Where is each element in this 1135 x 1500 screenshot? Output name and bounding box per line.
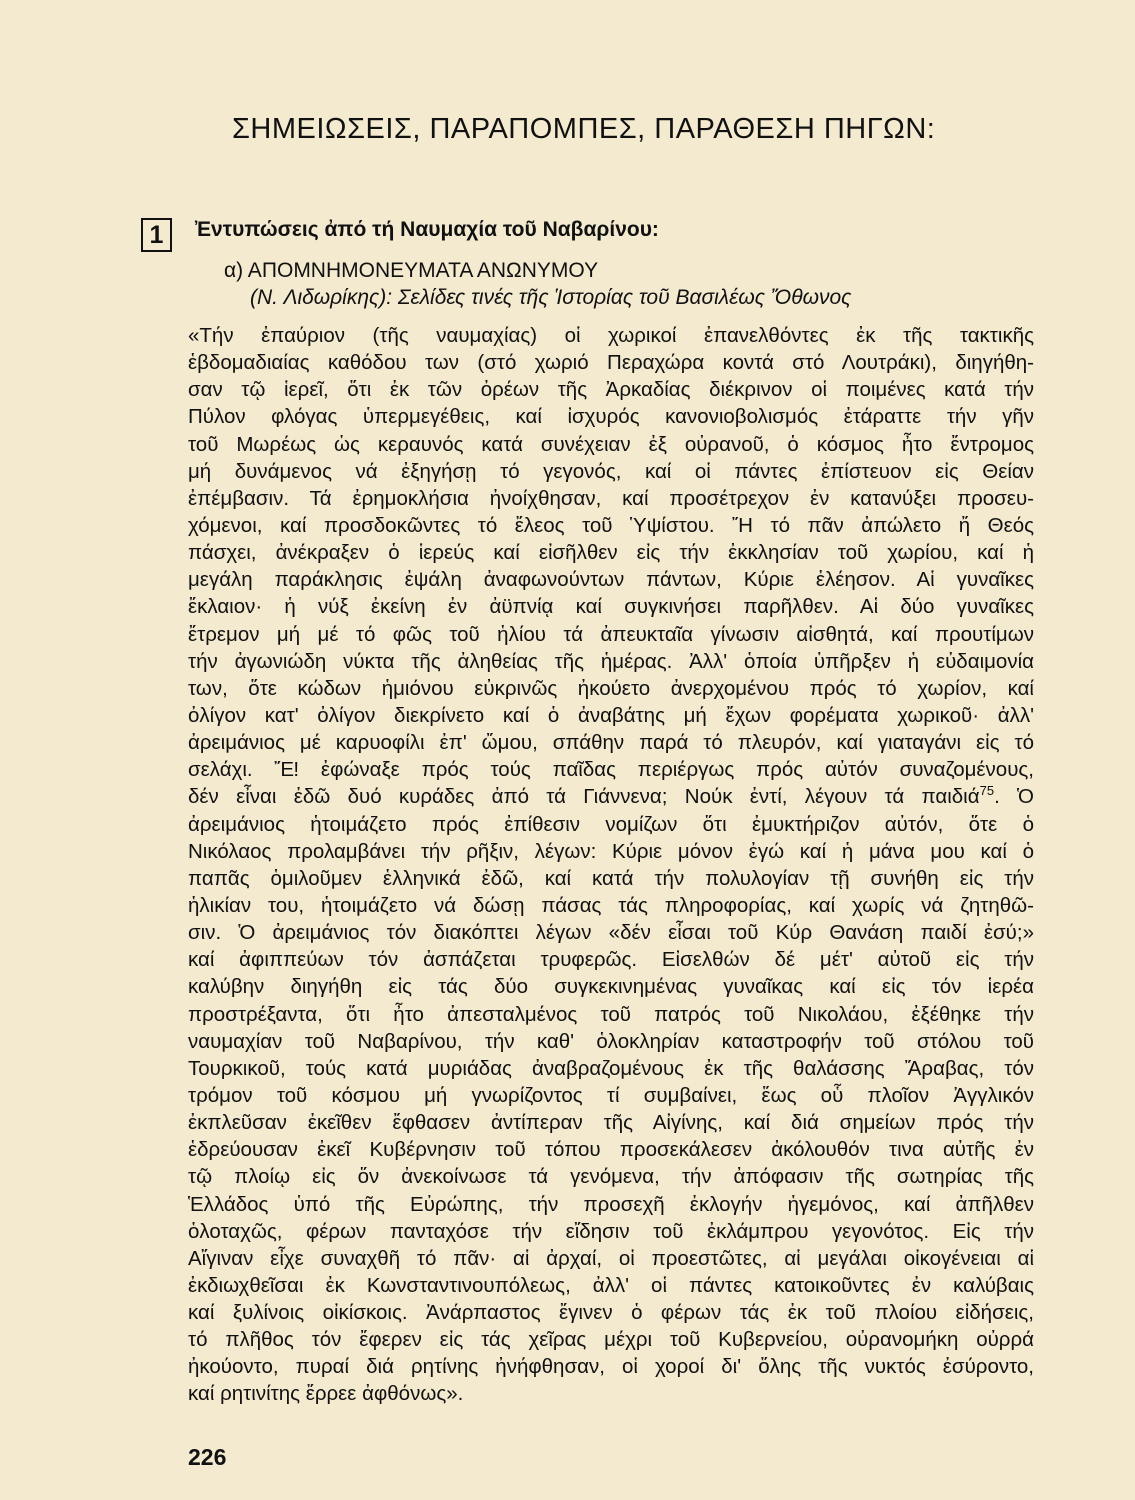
body-text	[188, 322, 1034, 1408]
body-line: Νικόλαος προλαμβάνει τήν ρῆξιν, λέγων: Κύριε μόνον ἐγώ καί ἡ μάνα μου καί ὁ	[188, 839, 1034, 863]
body-line: τήν ἀγωνιώδη νύκτα τῆς ἀληθείας τῆς ἡμέρας. Ἀλλ' ὁποία ὑπῆρξεν ἡ εὐδαιμονία	[188, 649, 1034, 673]
body-line: των, ὅτε κώδων ἡμιόνου εὐκρινῶς ἠκούετο ἀνερχομένου πρός τό χωρίον, καί	[188, 676, 1034, 700]
body-line: σαν τῷ ἱερεῖ, ὅτι ἐκ τῶν ὀρέων τῆς Ἀρκαδίας διέκρινον οἱ ποιμένες κατά τήν	[188, 378, 1034, 402]
body-line: καί ξυλίνοις οἰκίσκοις. Ἀνάρπαστος ἔγινεν ὁ φέρων τάς ἐκ τοῦ πλοίου εἰδήσεις,	[188, 1301, 1034, 1325]
body-line: Αἴγιναν εἶχε συναχθῆ τό πᾶν· αἱ ἀρχαί, οἱ προεστῶτες, αἱ μεγάλαι οἰκογένειαι αἱ	[188, 1246, 1034, 1270]
body-line: ἐκδιωχθεῖσαι ἐκ Κωνσταντινουπόλεως, ἀλλ' οἱ πάντες κατοικοῦντες ἐν καλύβαις	[188, 1273, 1034, 1297]
note-title: Ἐντυπώσεις ἀπό τή Ναυμαχία τοῦ Ναβαρίνου:	[195, 218, 659, 241]
body-line: ὀλίγον κατ' ὀλίγον διεκρίνετο καί ὁ ἀναβάτης μή ἔχων φορέματα χωρικοῦ· ἀλλ'	[188, 703, 1034, 727]
body-line: τρόμον τοῦ κόσμου μή γνωρίζοντος τί συμβαίνει, ἕως οὗ πλοῖον Ἀγγλικόν	[188, 1083, 1034, 1107]
body-line: ἐπέμβασιν. Τά ἐρημοκλήσια ἠνοίχθησαν, καί προσέτρεχον ἐν κατανύξει προσευ-	[188, 486, 1034, 510]
body-line: Ἑλλάδος ὑπό τῆς Εὐρώπης, τήν προσεχῆ ἐκλογήν ἡγεμόνος, καί ἀπῆλθεν	[188, 1192, 1034, 1216]
body-line: ἐκπλεῦσαν ἐκεῖθεν ἔφθασεν ἀντίπεραν τῆς Αἰγίνης, καί διά σημείων πρός τήν	[188, 1111, 1034, 1135]
note-number-box: 1	[141, 218, 172, 252]
body-line: ἠκούοντο, πυραί διά ρητίνης ἠνήφθησαν, οἱ χοροί δι' ὅλης τῆς νυκτός ἐσύροντο,	[188, 1355, 1034, 1379]
body-line: πάσχει, ἀνέκραξεν ὁ ἱερεύς καί εἰσῆλθεν εἰς τήν ἐκκλησίαν τοῦ χωρίου, καί ἡ	[188, 541, 1034, 565]
body-line: μή δυνάμενος νά ἐξηγήσῃ τό γεγονός, καί οἱ πάντες ἐπίστευον εἰς Θείαν	[188, 459, 1034, 483]
body-line: σιν. Ὁ ἀρειμάνιος τόν διακόπτει λέγων «δέν εἶσαι τοῦ Κύρ Θανάση παιδί ἐσύ;»	[188, 921, 1034, 945]
body-line: σελάχι. Ἔ! ἐφώναξε πρός τούς παῖδας περιέργως πρός αὐτόν συναζομένους,	[188, 758, 1034, 782]
page-number: 226	[188, 1444, 227, 1470]
footnote-reference[interactable]: 75	[979, 783, 995, 799]
body-line: μεγάλη παράκλησις ἐψάλη ἀναφωνούντων πάντων, Κύριε ἐλέησον. Αἱ γυναῖκες	[188, 568, 1034, 592]
body-line: ἔκλαιον· ἡ νύξ ἐκείνη ἐν ἀϋπνίᾳ καί συγκινήσει παρῆλθεν. Αἱ δύο γυναῖκες	[188, 595, 1034, 619]
body-line: τό πλῆθος τόν ἔφερεν εἰς τάς χεῖρας μέχρι τοῦ Κυβερνείου, οὐρανομήκη οὐρρά	[188, 1328, 1034, 1352]
body-line: τοῦ Μωρέως ὡς κεραυνός κατά συνέχειαν ἐξ οὐρανοῦ, ὁ κόσμος ἦτο ἔντρομος	[188, 432, 1034, 456]
body-line: ὁλοταχῶς, φέρων πανταχόσε τήν εἴδησιν τοῦ ἐκλάμπρου γεγονότος. Εἰς τήν	[188, 1219, 1034, 1243]
source-citation: (Ν. Λιδωρίκης): Σελίδες τινές τῆς Ἱστορίας τοῦ Βασιλέως Ὄθωνος	[250, 286, 852, 309]
body-line: καί ρητινίτης ἔρρεε ἀφθόνως».	[188, 1382, 464, 1406]
body-line-text: δέν εἶναι ἐδῶ δυό κυράδες ἀπό τά Γιάννενα; Νούκ ἐντί, λέγουν τά παιδιά	[188, 785, 980, 809]
body-line: Πύλον φλόγας ὑπερμεγέθεις, καί ἰσχυρός κανονιοβολισμός ἐτάραττε τήν γῆν	[188, 405, 1034, 429]
body-line: ναυμαχίαν τοῦ Ναβαρίνου, τήν καθ' ὁλοκληρίαν καταστροφήν τοῦ στόλου τοῦ	[188, 1029, 1034, 1053]
body-line: ἡλικίαν του, ἡτοιμάζετο νά δώσῃ πάσας τάς πληροφορίας, καί χωρίς νά ζητηθῶ-	[188, 893, 1034, 917]
body-line-with-footnote	[188, 783, 1034, 810]
page-heading: ΣΗΜΕΙΩΣΕΙΣ, ΠΑΡΑΠΟΜΠΕΣ, ΠΑΡΑΘΕΣΗ ΠΗΓΩΝ:	[232, 113, 936, 145]
body-line: παπᾶς ὁμιλοῦμεν ἑλληνικά ἐδῶ, καί κατά τήν πολυλογίαν τῇ συνήθη εἰς τήν	[188, 866, 1034, 890]
subsection-title: α) ΑΠΟΜΝΗΜΟΝΕΥΜΑΤΑ ΑΝΩΝΥΜΟΥ	[224, 259, 599, 282]
body-line: καλύβην διηγήθη εἰς τάς δύο συγκεκινημένας γυναῖκας καί εἰς τόν ἱερέα	[188, 975, 1034, 999]
body-line: τῷ πλοίῳ εἰς ὅν ἀνεκοίνωσε τά γενόμενα, τήν ἀπόφασιν τῆς σωτηρίας τῆς	[188, 1165, 1034, 1189]
body-line: «Τήν ἐπαύριον (τῆς ναυμαχίας) οἱ χωρικοί ἐπανελθόντες ἐκ τῆς τακτικῆς	[188, 324, 1034, 347]
body-line: ἑβδομαδιαίας καθόδου των (στό χωριό Περαχώρα κοντά στό Λουτράκι), διηγήθη-	[188, 351, 1034, 375]
body-line: Τουρκικοῦ, τούς κατά μυριάδας ἀναβραζομένους ἐκ τῆς θαλάσσης Ἄραβας, τόν	[188, 1056, 1034, 1080]
body-line: ἀρειμάνιος μέ καρυοφίλι ἐπ' ὤμου, σπάθην παρά τό πλευρόν, καί γιαταγάνι εἰς τό	[188, 731, 1034, 755]
body-line: χόμενοι, καί προσδοκῶντες τό ἔλεος τοῦ Ὑψίστου. Ἤ τό πᾶν ἀπώλετο ἤ Θεός	[188, 513, 1034, 537]
body-line: καί ἀφιππεύων τόν ἀσπάζεται τρυφερῶς. Εἰσελθών δέ μέτ' αὐτοῦ εἰς τήν	[188, 948, 1034, 972]
body-line-text: . Ὁ	[994, 785, 1034, 809]
body-line: προστρέξαντα, ὅτι ἦτο ἀπεσταλμένος τοῦ πατρός τοῦ Νικολάου, ἐξέθηκε τήν	[188, 1002, 1034, 1026]
body-line: ἀρειμάνιος ἡτοιμάζετο πρός ἐπίθεσιν νομίζων ὅτι ἐμυκτήριζον αὐτόν, ὅτε ὁ	[188, 812, 1034, 836]
body-line: ἑδρεύουσαν ἐκεῖ Κυβέρνησιν τοῦ τόπου προσεκάλεσεν ἀκόλουθόν τινα αὐτῆς ἐν	[188, 1138, 1034, 1162]
body-line: ἔτρεμον μή μέ τό φῶς τοῦ ἡλίου τά ἀπευκταῖα γίνωσιν αἰσθητά, καί προυτίμων	[188, 622, 1034, 646]
